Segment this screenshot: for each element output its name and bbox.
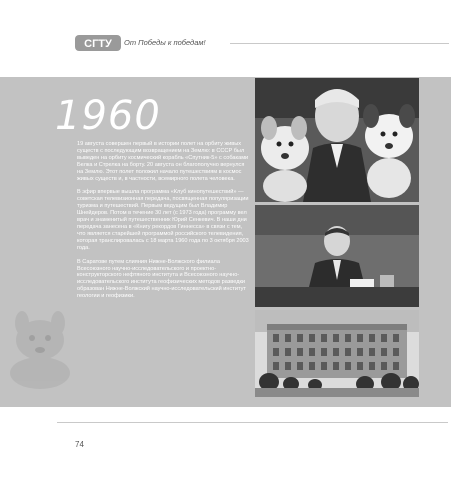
- footer-divider: [57, 422, 448, 423]
- university-logo: [75, 34, 121, 52]
- photo-man-at-desk: [255, 205, 419, 307]
- page-header: [75, 34, 449, 54]
- svg-text:СГТУ: СГТУ: [84, 38, 112, 50]
- paragraph-3: В Саратове путем слияния Нижне-Волжского филиала Всесоюзного научно-исследовательского и проектно-конструкторского нефтяного института и Всесоюзного научно-исследовательского института геофизических методов разведки образован Нижне-Волжский научно-исследовательский институт геологии и геофизики.: [77, 258, 246, 300]
- paragraph-1: 19 августа совершен первый в истории полет на орбиту живых существ с последующим возвращением на Землю: в СССР был выведен на орбиту космический корабль «Спутник-5» с собаками Белка и Стрелка на борту. 20 августа он благополучно вернулся на Землю. Этот полет положил начало путешествиям в космос живых существ и, в частности, всемирного полета человека.: [77, 141, 249, 182]
- article-text: [77, 141, 250, 307]
- header-tagline: От Победы к победам!: [124, 38, 206, 47]
- page-number: 74: [75, 440, 84, 449]
- paragraph-2: В эфир впервые вышла программа «Клуб кинопутешествий» — советская телевизионная передача, посвященная популяризации туризма и путешествий. Первым ведущим был Владимир Шнейдеров. Потом в течение 30 лет (с 1973 года) программу вел врач и знаменитый путешественник Юрий Сенкевич. В наши дни передача занесена в «Книгу рекордов Гиннесса» в связи с тем, что является старейшей программой российского телевидения, которая транслировалась с 18 марта 1960 года по 3 октября 2003 года.: [77, 189, 249, 251]
- header-divider: [230, 43, 449, 44]
- photo-dogs-belka-strelka: [255, 78, 419, 202]
- photo-institute-building: [255, 310, 419, 397]
- year-title: 1960: [55, 93, 161, 139]
- dog-illustration: [0, 305, 80, 395]
